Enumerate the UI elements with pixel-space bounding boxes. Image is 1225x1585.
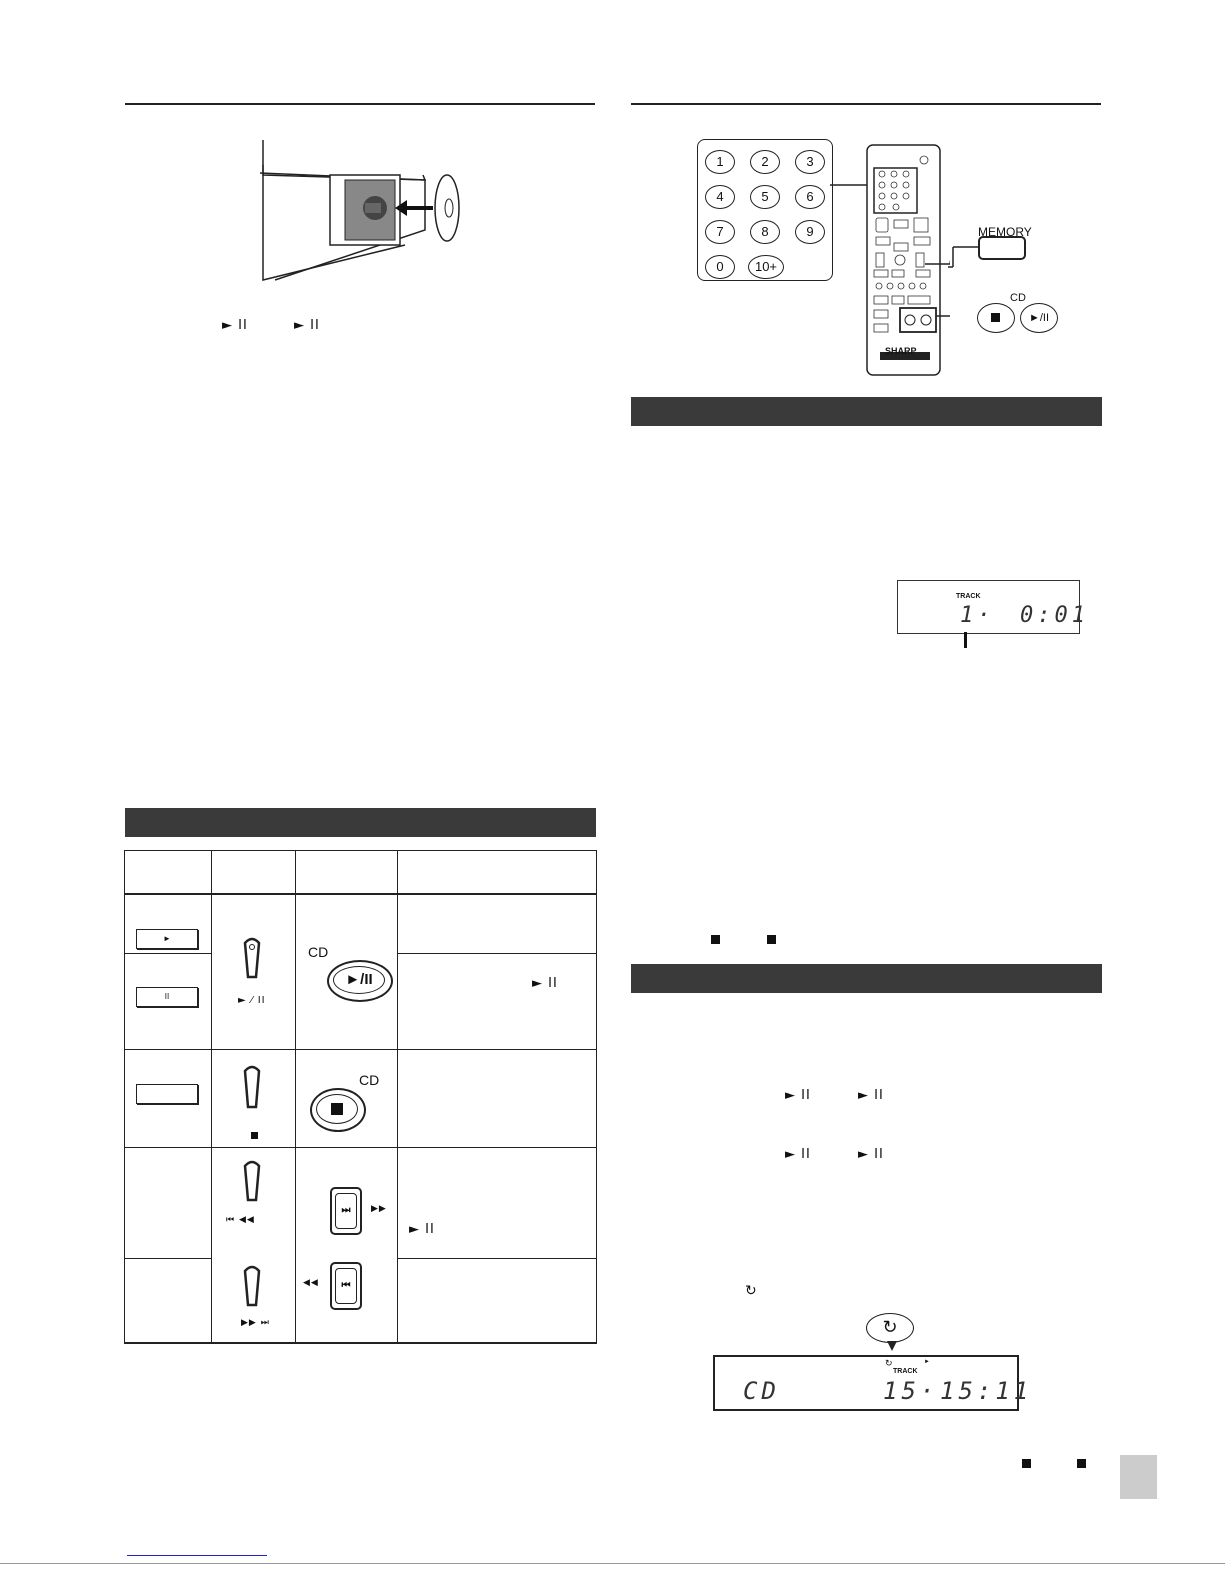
table-cd-label-1: CD xyxy=(308,944,329,960)
lcd-display-2 xyxy=(713,1355,1033,1411)
table-remote-stop[interactable] xyxy=(310,1088,366,1132)
remote-stop-button[interactable] xyxy=(977,303,1015,333)
lcd1-track-number: 1· xyxy=(960,603,995,628)
table-desc-play-pause-2: ► II xyxy=(409,1222,435,1237)
memory-button[interactable] xyxy=(978,236,1026,260)
play-pause-symbol-5: ► II xyxy=(785,1147,811,1162)
main-prev-label: ⏮ ◀◀ xyxy=(226,1215,255,1225)
numkey-8[interactable]: 8 xyxy=(750,220,780,244)
numkey-4[interactable]: 4 xyxy=(705,185,735,209)
remote-control-illustration xyxy=(830,140,950,380)
numkey-6[interactable]: 6 xyxy=(795,185,825,209)
numkey-1[interactable]: 1 xyxy=(705,150,735,174)
play-indicator-box: ► xyxy=(136,929,198,949)
main-play-button-illustration xyxy=(242,937,262,981)
lcd1-track-label: TRACK xyxy=(956,593,981,600)
repeat-callout-pointer xyxy=(887,1341,897,1351)
table-cd-label-2: CD xyxy=(359,1072,380,1088)
remote-play-pause-button[interactable]: ►/II xyxy=(1020,303,1058,333)
table-remote-prev[interactable] xyxy=(330,1262,362,1310)
remote-cd-label: CD xyxy=(1010,292,1026,304)
stop-symbol-1 xyxy=(711,931,720,949)
lcd2-source: CD xyxy=(743,1377,780,1405)
numeric-keypad-callout xyxy=(697,139,833,281)
stop-symbol-3 xyxy=(1022,1455,1031,1473)
prev-icon: ⏮ xyxy=(335,1268,357,1304)
play-pause-symbol-6: ► II xyxy=(858,1147,884,1162)
stop-symbol-2 xyxy=(767,931,776,949)
play-pause-symbol-1: ► II xyxy=(222,318,248,333)
table-ff-label: ▶▶ xyxy=(371,1204,387,1214)
section-bar-right-1 xyxy=(631,397,1102,426)
lcd2-repeat-indicator: ↻ xyxy=(885,1358,893,1368)
numkey-10plus[interactable]: 10+ xyxy=(748,255,784,279)
main-stop-button-illustration xyxy=(242,1065,262,1111)
lcd1-pointer xyxy=(964,632,967,648)
footer-line xyxy=(0,1563,1225,1564)
play-pause-symbol-3: ► II xyxy=(785,1088,811,1103)
numkey-2[interactable]: 2 xyxy=(750,150,780,174)
stop-icon xyxy=(991,313,1000,322)
next-icon: ⏭ xyxy=(335,1193,357,1229)
lcd2-time: 15:11 xyxy=(940,1377,1033,1405)
main-play-label: ► ⁄ II xyxy=(238,995,266,1006)
numkey-0[interactable]: 0 xyxy=(705,255,735,279)
repeat-callout: ↻ xyxy=(866,1313,914,1343)
table-desc-play-pause-1: ► II xyxy=(532,976,558,991)
right-top-rule xyxy=(631,103,1101,105)
pause-indicator-box: II xyxy=(136,987,198,1007)
stop-icon xyxy=(331,1103,343,1115)
play-pause-symbol-2: ► II xyxy=(294,318,320,333)
lcd-display-1 xyxy=(897,580,1089,634)
lcd2-track-label: TRACK xyxy=(893,1368,918,1375)
main-next-button-illustration xyxy=(242,1265,262,1309)
main-stop-label xyxy=(251,1132,258,1139)
main-next-label: ▶▶ ⏭ xyxy=(241,1318,270,1328)
footer-link-underline[interactable] xyxy=(127,1555,267,1556)
numkey-3[interactable]: 3 xyxy=(795,150,825,174)
page-number-box xyxy=(1120,1455,1157,1499)
table-remote-next[interactable] xyxy=(330,1187,362,1235)
numkey-9[interactable]: 9 xyxy=(795,220,825,244)
section-bar-left xyxy=(125,808,596,837)
table-remote-play-pause-label: ►/II xyxy=(333,966,385,994)
stop-symbol-4 xyxy=(1077,1455,1086,1473)
section-bar-right-2 xyxy=(631,964,1102,993)
lcd2-play-indicator: ► xyxy=(924,1359,930,1365)
table-remote-play-pause[interactable] xyxy=(327,960,393,1002)
stop-indicator-box xyxy=(136,1084,198,1104)
repeat-symbol: ↻ xyxy=(745,1283,758,1299)
cd-loading-illustration xyxy=(245,135,470,285)
remote-brand: SHARP xyxy=(885,346,917,356)
numkey-7[interactable]: 7 xyxy=(705,220,735,244)
left-top-rule xyxy=(125,103,595,105)
lcd1-time: 0:01 xyxy=(1020,603,1089,628)
numkey-5[interactable]: 5 xyxy=(750,185,780,209)
table-rew-label: ◀◀ xyxy=(303,1278,319,1288)
main-prev-button-illustration xyxy=(242,1160,262,1204)
lcd2-track-number: 15· xyxy=(883,1377,939,1405)
play-pause-symbol-4: ► II xyxy=(858,1088,884,1103)
memory-label: MEMORY xyxy=(978,225,1032,239)
table-remote-stop-inner xyxy=(316,1094,358,1124)
